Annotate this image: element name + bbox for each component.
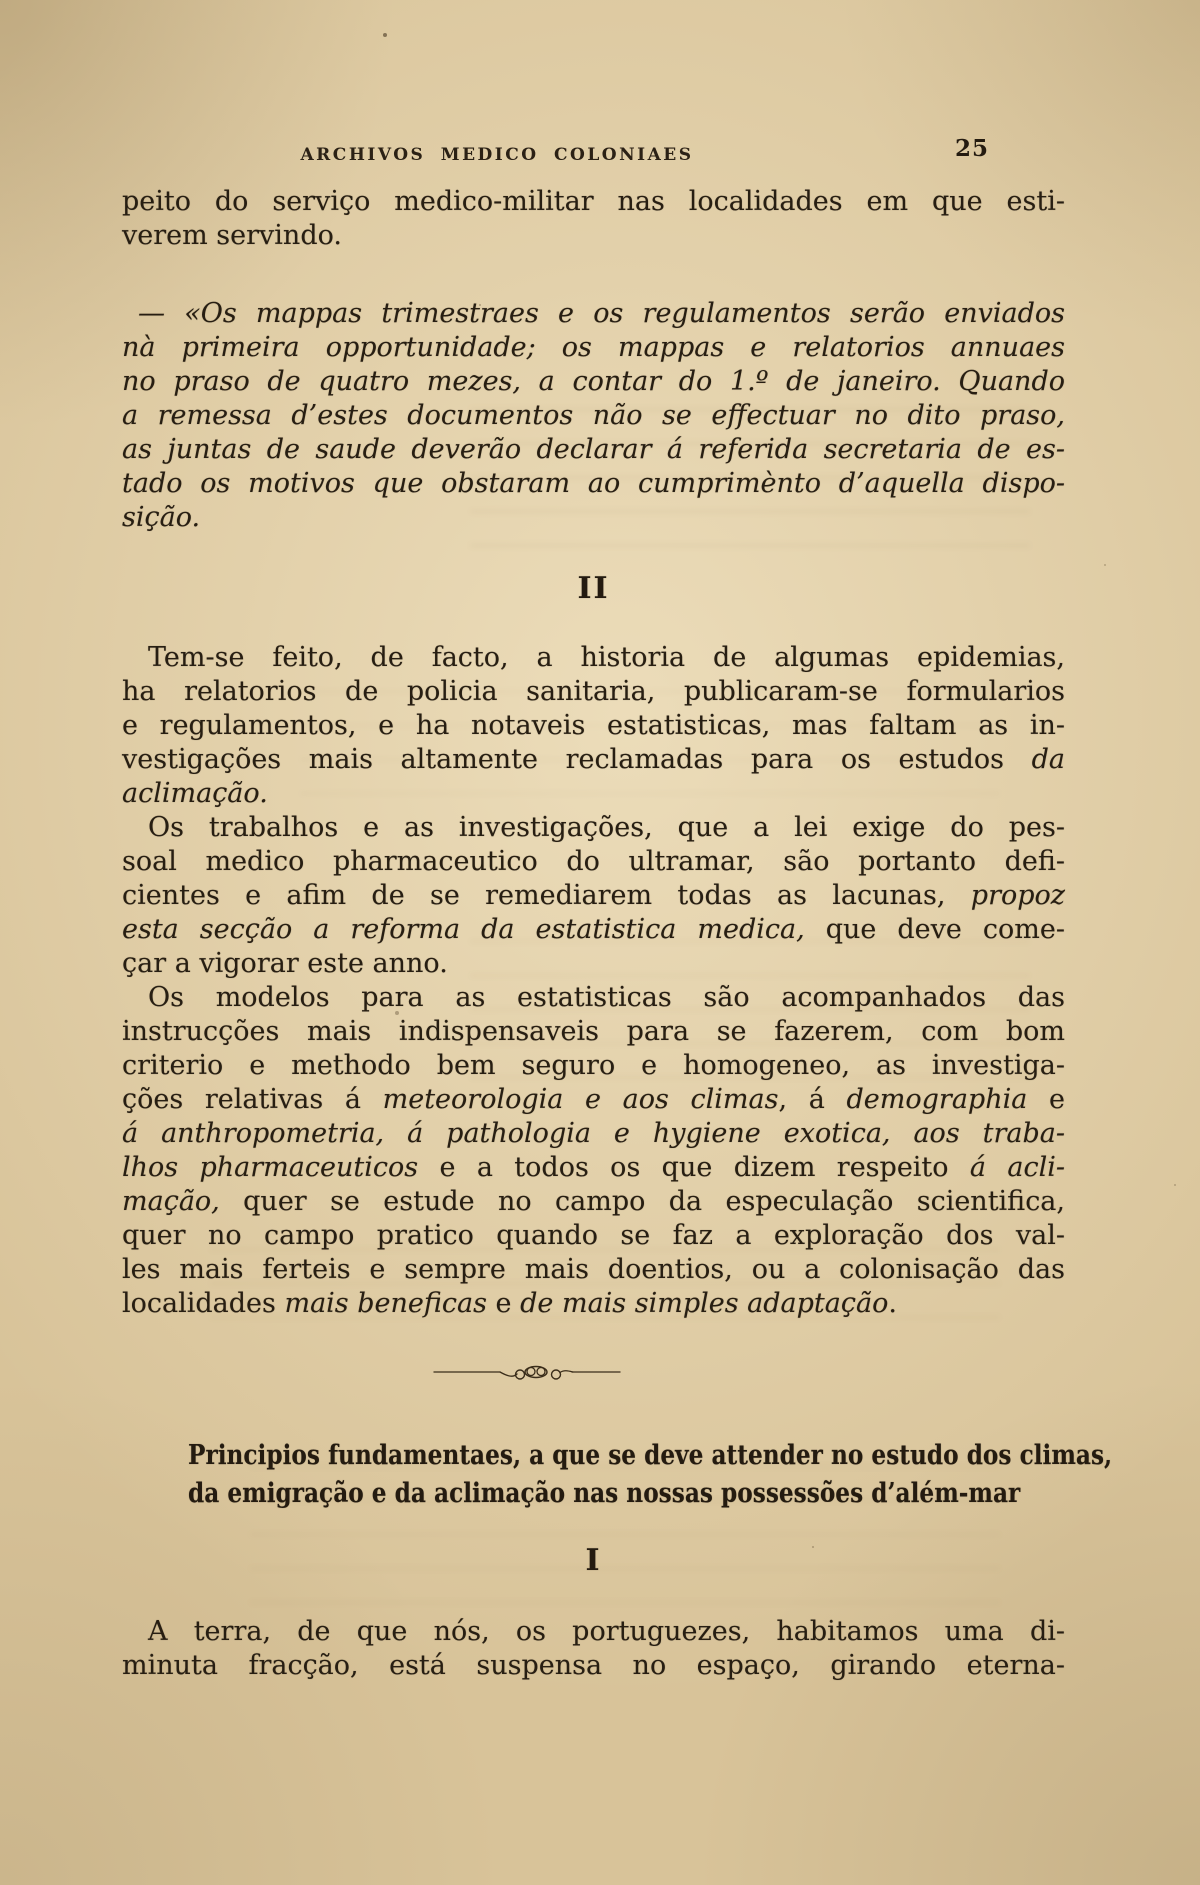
italic-text-run: propoz xyxy=(970,880,1065,911)
text-line xyxy=(122,981,1065,1015)
text-run: e xyxy=(486,1288,521,1319)
text-run: quer se estude no campo da especulação scientifica, xyxy=(219,1186,1065,1217)
text-line xyxy=(122,1151,1065,1185)
text-line xyxy=(122,365,1065,399)
text-line xyxy=(122,1219,1065,1253)
text-line xyxy=(122,913,1065,947)
text-run: localidades xyxy=(122,1288,285,1319)
text-line xyxy=(122,777,1065,811)
text-run: A terra, de que nós, os portuguezes, habitamos uma di- xyxy=(148,1616,1065,1647)
text-run: , á xyxy=(778,1084,847,1115)
chapter-heading xyxy=(122,1437,1113,1513)
text-run: criterio e methodo bem seguro e homogeneo, as investiga- xyxy=(122,1050,1065,1081)
text-line xyxy=(122,879,1065,913)
italic-text-run: mação, xyxy=(122,1186,220,1217)
body-paragraph xyxy=(122,185,1065,253)
text-run: . xyxy=(888,1288,897,1319)
italic-text-run: sição. xyxy=(122,502,201,533)
page-body xyxy=(122,185,1113,1683)
text-run: peito do serviço medico-militar nas localidades em que esti- xyxy=(122,186,1065,217)
text-run: çar a vigorar este anno. xyxy=(122,948,448,979)
italic-text-run: lhos pharmaceuticos xyxy=(122,1152,419,1183)
text-run: les mais ferteis e sempre mais doentios, ou a colonisação das xyxy=(122,1254,1065,1285)
quoted-regulation-paragraph xyxy=(122,297,1065,535)
section-divider xyxy=(122,1363,1065,1383)
text-run: instrucções mais indispensaveis para se fazerem, com bom xyxy=(122,1016,1065,1047)
text-line xyxy=(122,1083,1065,1117)
text-run: e regulamentos, e ha notaveis estatisticas, mas faltam as in- xyxy=(122,710,1065,741)
text-run: soal medico pharmaceutico do ultramar, são portanto defi- xyxy=(122,846,1065,877)
text-line xyxy=(122,811,1065,845)
text-run: que deve come- xyxy=(804,914,1065,945)
text-run: verem servindo. xyxy=(122,220,342,251)
text-line xyxy=(122,185,1065,219)
italic-text-run: meteorologia e aos climas xyxy=(382,1084,779,1115)
text-line xyxy=(122,399,1065,433)
italic-text-run: á acli- xyxy=(969,1152,1066,1183)
text-run: e a todos os que dizem respeito xyxy=(418,1152,970,1183)
text-line xyxy=(122,641,1065,675)
text-line xyxy=(122,1049,1065,1083)
italic-text-run: tado os motivos que obstaram ao cumprimènto d’aquella dispo- xyxy=(122,468,1065,499)
text-line xyxy=(122,1185,1065,1219)
text-line xyxy=(122,433,1065,467)
text-run: Tem-se feito, de facto, a historia de algumas epidemias, xyxy=(148,642,1065,673)
italic-text-run: mais beneficas xyxy=(284,1288,487,1319)
text-run: minuta fracção, está suspensa no espaço, girando eterna- xyxy=(122,1650,1065,1681)
text-line xyxy=(122,1287,1065,1321)
text-run: Os trabalhos e as investigações, que a lei exige do pes- xyxy=(148,812,1065,843)
body-paragraph xyxy=(122,811,1065,981)
text-run: cientes e afim de se remediarem todas as lacunas, xyxy=(122,880,971,911)
italic-text-run: demographia xyxy=(846,1084,1028,1115)
text-line xyxy=(122,845,1065,879)
text-line xyxy=(122,709,1065,743)
chapter-heading-line: da emigração e da aclimação nas nossas possessões d’além-mar xyxy=(188,1478,1021,1509)
italic-text-run: as juntas de saude deverão declarar á referida secretaria de es- xyxy=(122,434,1065,465)
text-run: quer no campo pratico quando se faz a exploração dos val- xyxy=(122,1220,1065,1251)
chapter-heading-line: Principios fundamentaes, a que se deve attender no estudo dos climas, xyxy=(188,1440,1113,1471)
text-run: ções relativas á xyxy=(122,1084,383,1115)
section-heading: I xyxy=(585,1543,602,1578)
text-line xyxy=(122,947,1065,981)
text-run: vestigações mais altamente reclamadas para os estudos xyxy=(122,744,1032,775)
text-line xyxy=(122,1117,1065,1151)
italic-text-run: aclimação. xyxy=(122,778,268,809)
italic-text-run: de mais simples adaptação xyxy=(520,1288,889,1319)
text-run: e xyxy=(1027,1084,1065,1115)
text-line xyxy=(122,297,1065,331)
text-line xyxy=(122,219,1065,253)
body-paragraph xyxy=(122,641,1065,811)
text-line xyxy=(122,331,1065,365)
italic-text-run: esta secção a reforma da estatistica medica, xyxy=(122,914,805,945)
text-line xyxy=(122,1015,1065,1049)
text-line xyxy=(122,675,1065,709)
page-number: 25 xyxy=(954,135,989,162)
page-header xyxy=(122,135,1065,169)
text-line xyxy=(122,1615,1065,1649)
italic-text-run: da xyxy=(1031,744,1065,775)
text-line xyxy=(122,1253,1065,1287)
text-run: Os modelos para as estatisticas são acompanhados das xyxy=(148,982,1065,1013)
text-run: ha relatorios de policia sanitaria, publicaram-se formularios xyxy=(122,676,1065,707)
running-title: ARCHIVOS MEDICO COLONIAES xyxy=(300,145,694,165)
text-line xyxy=(122,501,1065,535)
text-column xyxy=(122,135,1113,1683)
italic-text-run: no praso de quatro mezes, a contar do 1.º de janeiro. Quando xyxy=(122,366,1065,397)
italic-text-run: nà primeira opportunidade; os mappas e relatorios annuaes xyxy=(122,332,1065,363)
body-paragraph xyxy=(122,981,1065,1321)
text-line xyxy=(122,467,1065,501)
body-paragraph xyxy=(122,1615,1065,1683)
italic-text-run: — «Os mappas trimestraes e os regulamentos serão enviados xyxy=(138,298,1065,329)
text-line xyxy=(122,743,1065,777)
section-heading: II xyxy=(577,571,610,606)
italic-text-run: á anthropometria, á pathologia e hygiene exotica, aos traba- xyxy=(122,1118,1065,1149)
italic-text-run: a remessa d’estes documentos não se effectuar no dito praso, xyxy=(122,400,1065,431)
divider-ornament-icon xyxy=(432,1363,622,1383)
text-line xyxy=(122,1649,1065,1683)
